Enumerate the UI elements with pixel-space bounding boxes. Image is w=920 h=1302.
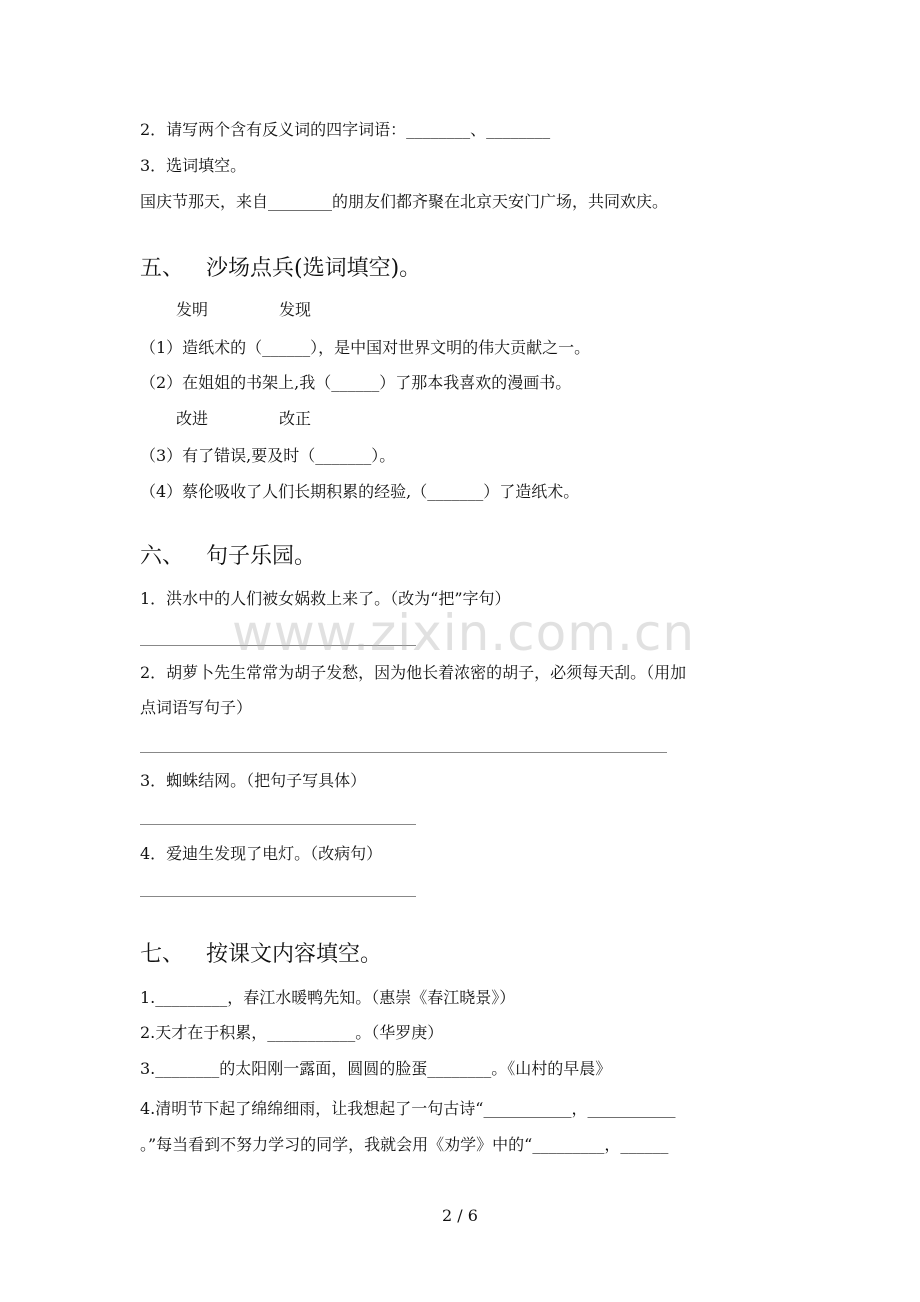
section6-q2-line2: 点词语写句子） [140,698,253,717]
top-q2: 2．请写两个含有反义词的四字词语：________、________ [140,120,551,139]
section5-choice-faxian: 发现 [279,300,312,319]
section5-item1: （1）造纸术的（______），是中国对世界文明的伟大贡献之一。 [140,338,591,357]
section7-q3: 3.________的太阳刚一露面，圆圆的脸蛋________。《山村的早晨》 [140,1059,612,1078]
section6-heading-num: 六、 [140,544,185,569]
section6-q2-line1: 2．胡萝卜先生常常为胡子发愁，因为他长着浓密的胡子，必须每天刮。（用加 [140,663,687,682]
section6-heading [140,542,316,572]
section6-q1: 1．洪水中的人们被女娲救上来了。（改为“把”字句） [140,589,511,608]
section7-heading-num: 七、 [140,942,185,967]
section6-q4: 4．爱迪生发现了电灯。（改病句） [140,844,383,863]
section5-choice-gaijin: 改进 [176,409,209,428]
section5-heading [140,254,421,284]
section7-q4-line1: 4.清明节下起了绵绵细雨，让我想起了一句古诗“___________，___________ [140,1099,676,1118]
page-number: 2 / 6 [442,1206,478,1225]
section7-heading [140,940,382,970]
top-q3-sentence: 国庆节那天，来自________的朋友们都齐聚在北京天安门广场，共同欢庆。 [140,192,669,211]
answer-line[interactable] [140,752,667,753]
answer-line[interactable] [140,824,416,825]
section5-item2: （2）在姐姐的书架上,我（______）了那本我喜欢的漫画书。 [140,373,572,392]
section6-q3: 3．蜘蛛结网。（把句子写具体） [140,771,367,790]
section5-heading-num: 五、 [140,256,185,281]
watermark: www.zixin.com.cn [232,604,696,662]
section5-choice-gaizheng: 改正 [279,409,312,428]
section7-q4-line2: 。”每当看到不努力学习的同学，我就会用《劝学》中的“_________，______ [140,1135,669,1154]
section7-q2: 2.天才在于积累，___________。（华罗庚） [140,1023,444,1042]
section5-heading-text: 沙场点兵(选词填空)。 [206,256,422,281]
section7-heading-text: 按课文内容填空。 [206,942,383,967]
section5-choice-faming: 发明 [176,300,209,319]
section5-item3: （3）有了错误,要及时（_______）。 [140,446,396,465]
section5-item4: （4）蔡伦吸收了人们长期积累的经验,（_______）了造纸术。 [140,482,580,501]
answer-line[interactable] [140,896,416,897]
section7-q1: 1._________，春江水暖鸭先知。（惠崇《春江晓景》） [140,988,516,1007]
top-q3: 3．选词填空。 [140,156,247,175]
section6-heading-text: 句子乐园。 [206,544,317,569]
